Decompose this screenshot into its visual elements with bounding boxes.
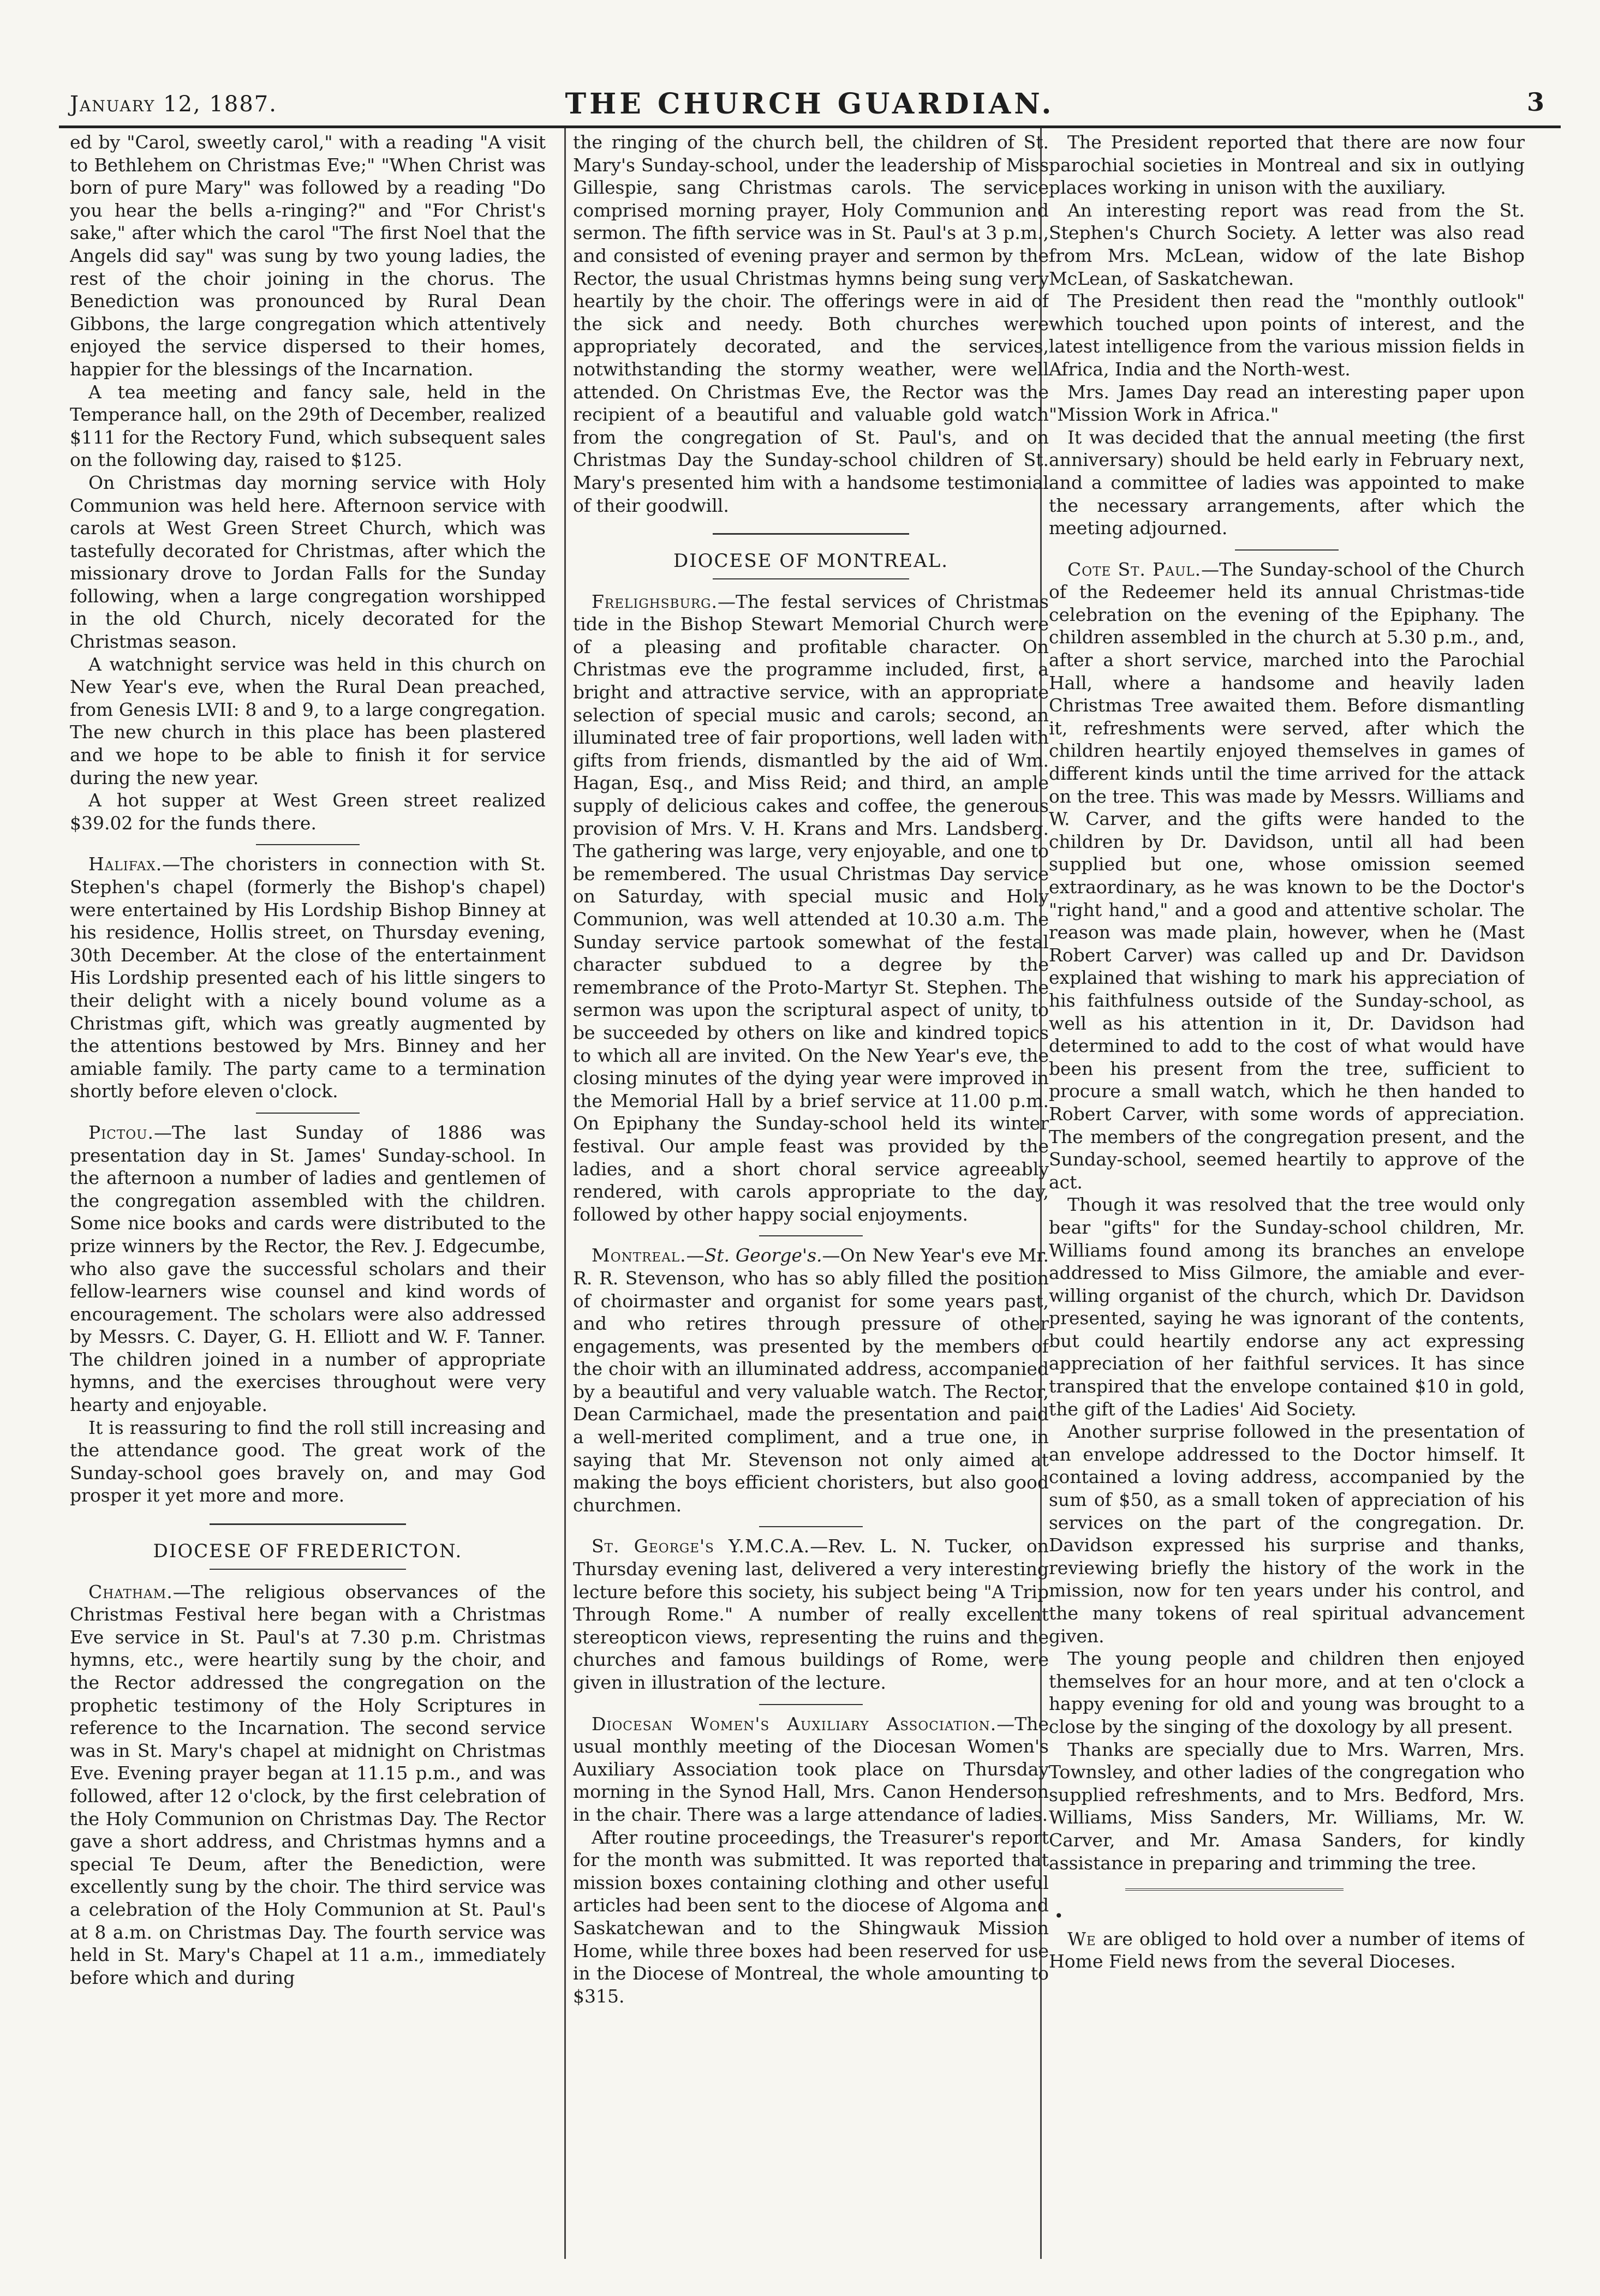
news-item-chatham: Chatham.—The religious observances of the Christmas Festival here began with a Christmas Eve service in St. Paul's at 7.30 p.m. Christmas hymns, etc., were heartily sung by the choir, and the Rector addressed the congregation on the prophetic testimony of the Holy Scriptures in reference to the Incarnation. The second service was in St. Mary's chapel at midnight on Christmas Eve. Evening prayer began at 11.15 p.m., and was followed, after 12 o'clock, by the first celebration of the Holy Communion on Christmas Day. The Rector gave a short address, and Christmas hymns and a special Te Deum, after the Benediction, were excellently sung by the choir. The third service was a celebration of the Holy Communion at St. Paul's at 8 a.m. on Christmas Day. The fourth service was held in St. Mary's Chapel at 11 a.m., immediately before which and during bbox=[70, 1581, 546, 1988]
paragraph: The President then read the "monthly outlook" which touched upon points of interest, and the latest intelligence from the various mission fields in Africa, India and the North-west. bbox=[1049, 290, 1525, 380]
place-name: Chatham. bbox=[88, 1581, 173, 1603]
section-rule bbox=[1235, 549, 1339, 551]
paragraph: An interesting report was read from the St. Stephen's Church Society. A letter was also read from Mrs. McLean, widow of the late Bishop McLean, of Saskatchewan. bbox=[1049, 199, 1525, 289]
section-rule bbox=[759, 1235, 863, 1236]
paragraph: A hot supper at West Green street realized $39.02 for the funds there. bbox=[70, 790, 546, 834]
heading-rule bbox=[210, 1523, 406, 1525]
paragraph: It was decided that the annual meeting (the first anniversary) should be held early in February next, and a committee of ladies was appointed to make the necessary arrangements, after which the meeting adjourned. bbox=[1049, 426, 1525, 539]
paragraph: Though it was resolved that the tree would only bear "gifts" for the Sunday-school children, Mr. Williams found among its branches an envelope addressed to Miss Gilmore, the amiable and ever-willing organist of the church, which Dr. Davidson presented, saying he was ignorant of the contents, but could heartily endorse any act expressing appreciation of her faithful services. It has since transpired that the envelope contained $10 in gold, the gift of the Ladies' Aid Society. bbox=[1049, 1194, 1525, 1420]
closing-note: We are obliged to hold over a number of items of Home Field news from the several Dioceses. bbox=[1049, 1928, 1525, 1972]
news-item-pictou: Pictou.—The last Sunday of 1886 was presentation day in St. James' Sunday-school. In the afternoon a number of ladies and gentlemen of the congregation assembled with the children. Some nice books and cards were distributed to the prize winners by the Rector, the Rev. J. Edgecumbe, who also gave the successful scholars and their fellow-learners wise counsel and kind words of encouragement. The scholars were also addressed by Messrs. C. Dayer, G. H. Elliott and W. F. Tanner. The children joined in a number of appropriate hymns, and the exercises throughout were very hearty and enjoyable. bbox=[70, 1121, 546, 1416]
heading-rule bbox=[210, 1569, 406, 1570]
paragraph: On Christmas day morning service with Holy Communion was held here. Afternoon service with carols at West Green Street Church, which was tastefully decorated for Christmas, after which the missionary drove to Jordan Falls for the Sunday following, when a large congregation worshipped in the old Church, nicely decorated for the Christmas season. bbox=[70, 471, 546, 653]
column-1 bbox=[70, 131, 546, 2259]
news-item-ymca: St. George's Y.M.C.A.—Rev. L. N. Tucker, on Thursday evening last, delivered a very interesting lecture before this society, his subject being "A Trip Through Rome." A number of really excellent stereopticon views, representing the ruins and the churches and famous buildings of Rome, were given in illustration of the lecture. bbox=[573, 1535, 1049, 1693]
paragraph: A tea meeting and fancy sale, held in the Temperance hall, on the 29th of December, realized $111 for the Rectory Fund, which subsequent sales on the following day, raised to $125. bbox=[70, 381, 546, 471]
paragraph: Thanks are specially due to Mrs. Warren, Mrs. Townsley, and other ladies of the congregation who supplied refreshments, and to Mrs. Bedford, Mrs. Williams, Miss Sanders, Mr. Williams, Mr. W. Carver, and Mr. Amasa Sanders, for kindly assistance in preparing and trimming the tree. bbox=[1049, 1738, 1525, 1874]
paragraph: the ringing of the church bell, the children of St. Mary's Sunday-school, under the leadership of Miss Gillespie, sang Christmas carols. The service comprised morning prayer, Holy Communion and sermon. The fifth service was in St. Paul's at 3 p.m., and consisted of evening prayer and sermon by the Rector, the usual Christmas hymns being sung very heartily by the choir. The offerings were in aid of the sick and needy. Both churches were appropriately decorated, and the services, notwithstanding the stormy weather, were well attended. On Christmas Eve, the Rector was the recipient of a beautiful and valuable gold watch from the congregation of St. Paul's, and on Christmas Day the Sunday-school children of St. Mary's presented him with a handsome testimonial of their goodwill. bbox=[573, 131, 1049, 516]
paragraph: Another surprise followed in the presentation of an envelope addressed to the Doctor himself. It contained a loving address, accompanied by the sum of $50, as a small token of appreciation of his services on the part of the congregation. Dr. Davidson expressed his surprise and thanks, reviewing briefly the history of the work in the mission, now for ten years under his control, and the many tokens of real spiritual advancement given. bbox=[1049, 1421, 1525, 1647]
closing-rule bbox=[1125, 1888, 1344, 1893]
issue-date: January 12, 1887. bbox=[70, 92, 277, 117]
news-item-cote-st-paul: Cote St. Paul.—The Sunday-school of the Church of the Redeemer held its annual Christmas-tide celebration on the evening of the Epiphany. The children assembled in the church at 5.30 p.m., and, after a short service, marched into the Parochial Hall, where a handsome and heavily laden Christmas Tree awaited them. Before dismantling it, refreshments were served, after which the children heartily enjoyed themselves in games of different kinds until the time arrived for the attack on the tree. This was made by Messrs. Williams and W. Carver, and the gifts were handed to the children by Dr. Davidson, until all had been supplied but one, whose omission seemed extraordinary, as he was known to be the Doctor's "right hand," and a good and attentive scholar. The reason was made plain, however, when he (Mast Robert Carver) was called up and Dr. Davidson explained that wishing to mark his appreciation of his faithfulness outside of the Sunday-school, as well as his attention in it, Dr. Davidson had determined to add to the cost of what would have been his present from the tree, sufficient to procure a small watch, which he then handed to Robert Carver, with some words of appreciation. The members of the congregation present, and the Sunday-school, seemed heartily to approve of the act. bbox=[1049, 558, 1525, 1193]
column-divider bbox=[564, 128, 566, 2259]
place-name: Pictou. bbox=[88, 1121, 154, 1143]
column-3 bbox=[1049, 131, 1525, 2259]
paragraph: It is reassuring to find the roll still increasing and the attendance good. The great work of the Sunday-school goes bravely on, and may God prosper it yet more and more. bbox=[70, 1416, 546, 1506]
column-2 bbox=[573, 131, 1049, 2259]
news-item-halifax: Halifax.—The choristers in connection with St. Stephen's chapel (formerly the Bishop's chapel) were entertained by His Lordship Bishop Binney at his residence, Hollis street, on Thursday evening, 30th December. At the close of the entertainment His Lordship presented each of his little singers to their delight with a nicely bound volume as a Christmas gift, which was greatly augmented by the attentions bestowed by Mrs. Binney and her amiable family. The party came to a termination shortly before eleven o'clock. bbox=[70, 853, 546, 1102]
newspaper-title: THE CHURCH GUARDIAN. bbox=[565, 87, 1055, 121]
church-name: St. George's. bbox=[704, 1245, 822, 1266]
paragraph: The young people and children then enjoyed themselves for an hour more, and at ten o'clock a happy evening for old and young was brought to a close by the singing of the doxology by all present. bbox=[1049, 1648, 1525, 1737]
place-name: Cote St. Paul. bbox=[1067, 558, 1202, 580]
masthead bbox=[59, 59, 1561, 119]
place-name: Montreal. bbox=[592, 1245, 686, 1266]
section-heading: DIOCESE OF MONTREAL. bbox=[673, 550, 949, 572]
place-name: Frelighsburg. bbox=[592, 590, 718, 612]
paragraph: After routine proceedings, the Treasurer's report for the month was submitted. It was reported that mission boxes containing clothing and other useful articles had been sent to the diocese of Algoma and Saskatchewan and to the Shingwauk Mission Home, while three boxes had been reserved for use in the Diocese of Montreal, the whole amounting to $315. bbox=[573, 1826, 1049, 2007]
news-item-womens-auxiliary: Diocesan Women's Auxiliary Association.—The usual monthly meeting of the Diocesan Women's Auxiliary Association took place on Thursday morning in the Synod Hall, Mrs. Canon Henderson in the chair. There was a large attendance of ladies. bbox=[573, 1713, 1049, 1825]
paragraph: The President reported that there are now four parochial societies in Montreal and six in outlying places working in unison with the auxiliary. bbox=[1049, 131, 1525, 199]
page-number: 3 bbox=[1526, 87, 1544, 117]
heading-rule bbox=[713, 578, 909, 579]
paragraph: Mrs. James Day read an interesting paper upon "Mission Work in Africa." bbox=[1049, 381, 1525, 426]
closing-we: We bbox=[1067, 1928, 1096, 1950]
paragraph: A watchnight service was held in this church on New Year's eve, when the Rural Dean preached, from Genesis LVII: 8 and 9, to a large congregation. The new church in this place has been plastered and we hope to be able to finish it for service during the new year. bbox=[70, 653, 546, 788]
section-rule bbox=[256, 844, 360, 845]
place-name: Halifax. bbox=[88, 853, 163, 875]
bullet-icon: • bbox=[1054, 1907, 1064, 1926]
news-item-frelighsburg: Frelighsburg.—The festal services of Christmas tide in the Bishop Stewart Memorial Church were of a pleasing and profitable character. On Christmas eve the programme included, first, a bright and attractive service, with an appropriate selection of special music and carols; second, an illuminated tree of fair proportions, well laden with gifts from friends, dismantled by the aid of Wm. Hagan, Esq., and Miss Reid; and third, an ample supply of delicious cakes and coffee, the generous provision of Mrs. V. H. Krans and Mrs. Landsberg. The gathering was large, very enjoyable, and one to be remembered. The usual Christmas Day service on Saturday, with special music and Holy Communion, was well attended at 10.30 a.m. The Sunday service partook somewhat of the festal character subdued to a degree by the remembrance of the Proto-Martyr St. Stephen. The sermon was upon the scriptural aspect of unity, to be succeeded by others on like and kindred topics to which all are invited. On the New Year's eve, the closing minutes of the dying year were improved in the Memorial Hall by a brief service at 11.00 p.m. On Epiphany the Sunday-school held its winter festival. Our ample feast was provided by the ladies, and a short choral service agreeably rendered, with carols appropriate to the day, followed by other happy social enjoyments. bbox=[573, 590, 1049, 1225]
heading-rule bbox=[713, 533, 909, 535]
place-name: Diocesan Women's Auxiliary Association. bbox=[592, 1713, 997, 1735]
section-rule bbox=[759, 1704, 863, 1705]
paragraph: ed by "Carol, sweetly carol," with a reading "A visit to Bethlehem on Christmas Eve;" "When Christ was born of pure Mary" was followed by a reading "Do you hear the bells a-ringing?" and "For Christ's sake," after which the carol "The first Noel that the Angels did say" was sung by two young ladies, the rest of the choir joining in the chorus. The Benediction was pronounced by Rural Dean Gibbons, the large congregation which attentively enjoyed the service dispersed to their homes, happier for the blessings of the Incarnation. bbox=[70, 131, 546, 380]
section-heading: DIOCESE OF FREDERICTON. bbox=[153, 1540, 463, 1563]
masthead-rule bbox=[59, 125, 1561, 128]
section-rule bbox=[759, 1526, 863, 1527]
news-item-st-george: Montreal.—St. George's.—On New Year's eve Mr. R. R. Stevenson, who has so ably filled the position of choirmaster and organist for some years past, and who retires through pressure of other engagements, was presented by the members of the choir with an illuminated address, accompanied by a beautiful and very valuable watch. The Rector, Dean Carmichael, made the presentation and paid a well-merited compliment, and a true one, in saying that Mr. Stevenson not only aimed at making the boys efficient choristers, but also good churchmen. bbox=[573, 1245, 1049, 1516]
section-rule bbox=[256, 1113, 360, 1114]
place-name: St. George's Y.M.C.A. bbox=[592, 1535, 810, 1557]
